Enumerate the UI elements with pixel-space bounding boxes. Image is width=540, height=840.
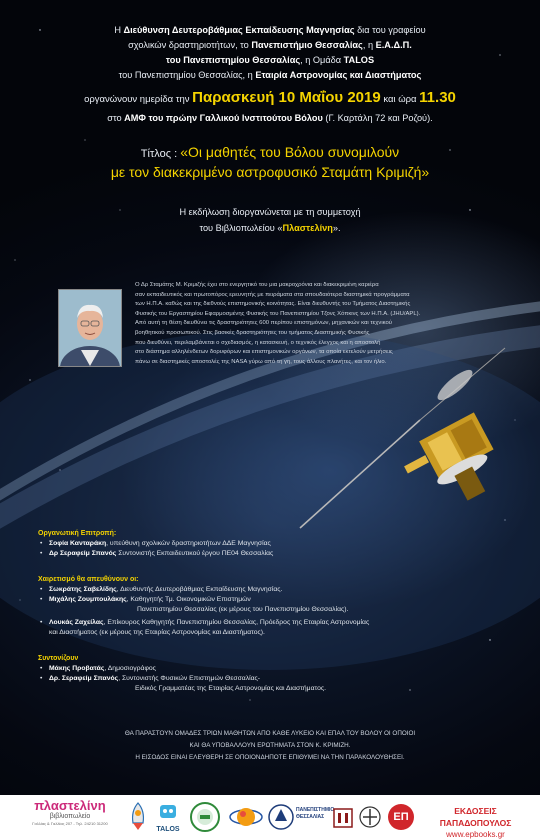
event-title: Τίτλος : «Οι μαθητές του Βόλου συνομιλούν: [140, 144, 400, 160]
bio-line: βοηθητικού προσωπικού. Στις βασικές δραστηριότητες του τμήματος Διαστημικής Φυσικής: [135, 329, 370, 336]
talos-logo: TALOS: [150, 801, 186, 833]
list-item: • Δρ. Σεραφείμ Σπανός, Συντονιστής Φυσικών Επιστημών Θεσσαλίας- Ειδικός Γραμματέας της Εταιρίας Αστρονομίας και Διαστήματος.: [38, 674, 418, 694]
sponsor-line-2: του Βιβλιοπωλείου «Πλαστελίνη».: [199, 223, 341, 233]
speaker-bio: [135, 281, 490, 367]
event-title-line-2: με τον διακεκριμένο αστροφυσικό Σταμάτη Κριμιζή»: [110, 164, 430, 180]
organizers-line-2: σχολικών δραστηριοτήτων, το Πανεπιστήμιο Θεσσαλίας, η Ε.Α.Δ.Π.: [128, 40, 412, 50]
sponsor-logos-strip: [0, 795, 540, 840]
event-date: Παρασκευή 10 Μαΐου 2019: [192, 89, 381, 106]
plastelini-logo: πλαστελίνη βιβλιοπωλείο Γαλλίας & Γαλλίας 207 - Τηλ. 24210 31200: [32, 798, 108, 826]
greetings-section: [38, 573, 418, 638]
publisher-logo: ΕΚΔΟΣΕΙΣ ΠΑΠΑΔΟΠΟΥΛΟΣ www.epbooks.gr: [439, 806, 512, 839]
publisher-mark-icon: ΕΠ: [388, 804, 414, 830]
organizing-committee: [38, 527, 418, 559]
bio-line: πάνω σε διαστημικές αποστολές της NASA γύρω από τη γη, τους άλλους πλανήτες, και τον ήλιο.: [135, 358, 387, 365]
coordinators-heading: Συντονίζουν: [38, 655, 79, 662]
bio-line: Ο Δρ Σταμάτης Μ. Κριμιζής έχει στο ενεργητικό του μια μακροχρόνια και διακεκριμένη καριέρα: [135, 282, 379, 288]
rocket-icon: [125, 801, 151, 831]
sponsor-line-1: Η εκδήλωση διοργανώνεται με τη συμμετοχή: [179, 207, 361, 217]
bio-line: των Η.Π.Α. καθώς και της διεθνούς επιστημονικής κοινότητας. Είναι διευθυντής του Τμήματος Διαστημικής: [135, 301, 411, 308]
committee-heading: Οργανωτική Επιτροπή:: [38, 530, 117, 537]
event-date-line: οργανώνουν ημερίδα την Παρασκευή 10 Μαΐου 2019 και ώρα 11.30: [84, 89, 456, 106]
footer-notes: [0, 728, 540, 764]
speaker-photo: [58, 289, 122, 367]
list-item: • Λουκάς Ζαχείλας, Επίκουρος Καθηγητής Πανεπιστημίου Θεσσαλίας, Πρόεδρος της Εταιρίας Αστρονομίας και Διαστήματος (εκ μέρους της Εταιρίας Αστρονομίας και Διαστήματος).: [38, 618, 418, 638]
bio-line: στο διάστημα αλληλένδετων δορυφόρων και επιστημονικών οργάνων, τα οποία εκτελούν μετρήσεις: [135, 349, 393, 356]
list-item: • Δρ Σεραφείμ Σπανός Συντονιστής Εκπαιδευτικού έργου ΠΕ04 Θεσσαλίας: [38, 549, 418, 559]
coordinators-section: [38, 652, 418, 694]
list-item: • Σωκράτης Σαβελίδης, Διευθυντής Δευτεροβάθμιας Εκπαίδευσης Μαγνησίας.: [38, 585, 418, 595]
bio-line: Από αυτή τη θέση διευθύνει τις δραστηριότητες 600 περίπου επιστημόνων, μηχανικών και τεχνικού: [135, 320, 392, 327]
university-name: ΠΑΝΕΠΙΣΤΗΜΙΟ ΘΕΣΣΑΛΙΑΣ: [296, 807, 335, 820]
bio-line: που διευθύνει, περιλαμβάνεται ο σχεδιασμός, η κατασκευή, ο τεχνικός έλεγχος και η αποστολή: [135, 339, 381, 346]
organizers-line-3: του Πανεπιστημίου Θεσσαλίας, η Ομάδα TALOS: [165, 55, 375, 65]
list-item: • Μάκης Προβατάς, Δημοσιογράφος: [38, 664, 418, 674]
monument-logo-icon: [330, 803, 356, 831]
list-item: • Μιχάλης Ζουμπουλάκης, Καθηγητής Τμ. Οικονομικών Επιστημών Πανεπιστημίου Θεσσαλίας (εκ μέρους του Πανεπιστημίου Θεσσαλίας).: [38, 595, 418, 615]
list-item: • Σοφία Κανταράκη, υπεύθυνη σχολικών δραστηριοτήτων ΔΔΕ Μαγνησίας: [38, 539, 418, 549]
event-time: 11.30: [419, 89, 456, 106]
greetings-heading: Χαιρετισμό θα απευθύνουν οι:: [38, 576, 139, 583]
globe-ring-icon: [228, 800, 264, 834]
robot-icon: [156, 801, 180, 821]
footer-line: Η ΕΙΣΟΔΟΣ ΕΙΝΑΙ ΕΛΕΥΘΕΡΗ ΣΕ ΟΠΟΙΟΝΔΗΠΟΤΕ ΕΠΙΘΥΜΕΙ ΝΑ ΤΗΝ ΠΑΡΑΚΟΛΟΥΘΗΣΕΙ.: [135, 754, 405, 761]
ministry-emblem-icon: [358, 803, 382, 831]
title-label: Τίτλος :: [140, 148, 181, 160]
organizers-line-4: του Πανεπιστημίου Θεσσαλίας, η Εταιρία Αστρονομίας και Διαστήματος: [118, 70, 422, 80]
telescope-emblem-icon: [190, 800, 220, 834]
organizers-line-1: Η Διεύθυνση Δευτεροβάθμιας Εκπαίδευσης Μαγνησίας δια του γραφείου: [114, 25, 426, 35]
footer-line: ΘΑ ΠΑΡΑΣΤΟΥΝ ΟΜΑΔΕΣ ΤΡΙΩΝ ΜΑΘΗΤΩΝ ΑΠΟ ΚΑΘΕ ΛΥΚΕΙΟ ΚΑΙ ΕΠΑΛ ΤΟΥ ΒΟΛΟΥ ΟΙ ΟΠΟΙΟΙ: [124, 730, 416, 737]
venue-line: στο ΑΜΦ του πρώην Γαλλικού Ινστιτούτου Βόλου (Γ. Καρτάλη 72 και Ροζού).: [107, 113, 433, 123]
bio-line: Φυσικής του Εργαστηρίου Εφαρμοσμένης Φυσικής του Πανεπιστημίου Τζονς Χόπκινς των Η.Π.Α. (JHU/APL).: [135, 310, 421, 317]
bio-line: σαν εκπαιδευτικός και πρωτοπόρος ερευνητής με πειράματα στα σπουδαιότερα διαστημικά προγράμματα: [135, 291, 410, 298]
footer-line: ΚΑΙ ΘΑ ΥΠΟΒΑΛΛΟΥΝ ΕΡΩΤΗΜΑΤΑ ΣΤΟΝ Κ. ΚΡΙΜΙΖΗ.: [189, 742, 351, 749]
university-emblem-icon: [268, 803, 294, 831]
